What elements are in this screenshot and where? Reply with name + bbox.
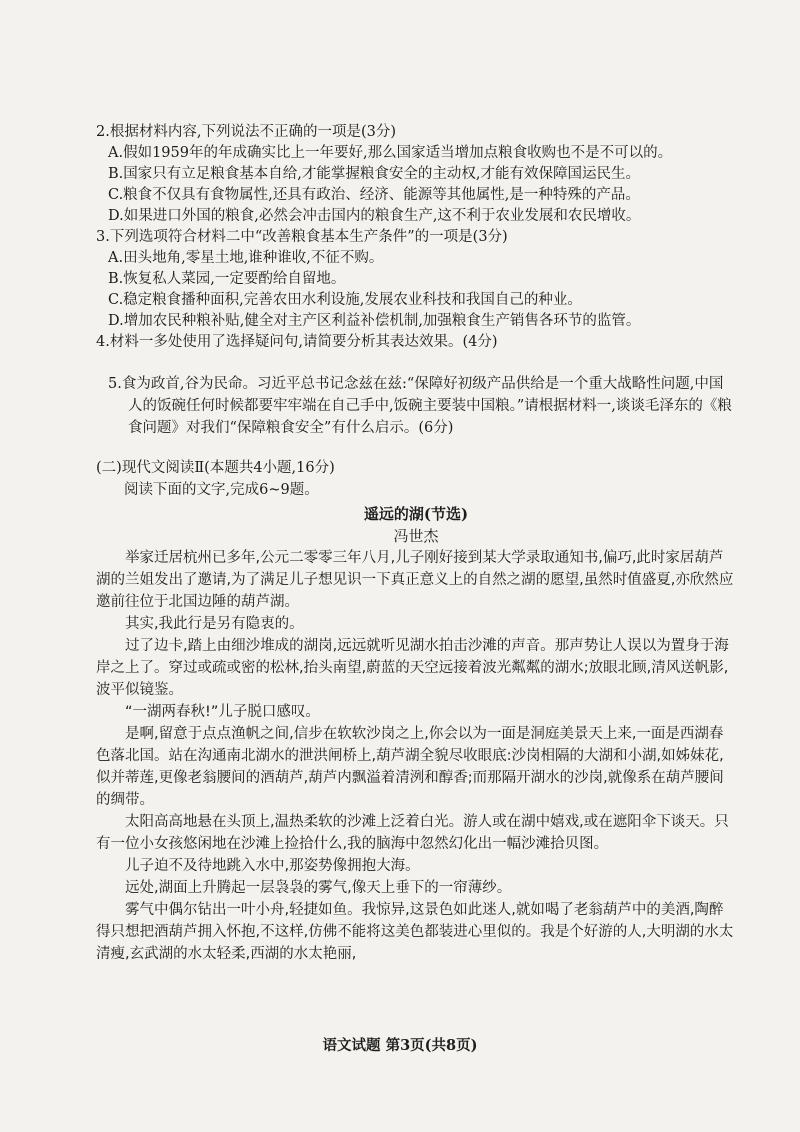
- article-paragraph: 是啊,留意于点点渔帆之间,信步在软软沙岗之上,你会以为一面是洞庭美景天上来,一面是西湖春色落北国。站在沟通南北湖水的泄洪闸桥上,葫芦湖全貌尽收眼底:沙岗相隔的大湖和小湖,如姊妹花,似并蒂莲,更像老翁腰间的酒葫芦,葫芦内飘溢着清洌和醇香;而那隔开湖水的沙岗,就像系在葫芦腰间的绸带。: [96, 726, 724, 808]
- question-3-option-b: B.恢复私人菜园,一定要酌给自留地。: [108, 271, 346, 287]
- question-3-option-a: A.田头地角,零星土地,谁种谁收,不征不购。: [108, 250, 384, 266]
- article-paragraph: 远处,湖面上升腾起一层袅袅的雾气,像天上垂下的一帘薄纱。: [125, 880, 512, 896]
- article-author: 冯世杰: [393, 527, 439, 545]
- article-paragraph: 其实,我此行是另有隐衷的。: [125, 616, 304, 632]
- question-4: 4.材料一多处使用了选择疑问句,请简要分析其表达效果。(4分): [96, 334, 498, 350]
- question-2-option-b: B.国家只有立足粮食基本自给,才能掌握粮食安全的主动权,才能有效保障国运民生。: [108, 166, 640, 182]
- section-header: (二)现代文阅读Ⅱ(本题共4小题,16分): [96, 460, 335, 476]
- question-2-option-a: A.假如1959年的年成确实比上一年要好,那么国家适当增加点粮食收购也不是不可以的。: [108, 145, 673, 161]
- page-content: [96, 122, 736, 965]
- article-body: [96, 547, 736, 965]
- question-3-option-c: C.稳定粮食播种面积,完善农田水利设施,发展农业科技和我国自己的种业。: [108, 292, 582, 308]
- question-2: [96, 122, 736, 227]
- section-instruction: 阅读下面的文字,完成6~9题。: [124, 482, 319, 498]
- article-paragraph: 过了边卡,踏上由细沙堆成的湖岗,远远就听见湖水拍击沙滩的声音。那声势让人误以为置身于海岸之上了。穿过或疏或密的松林,抬头南望,蔚蓝的天空远接着波光粼粼的湖水;放眼北顾,清风送帆影,波平似镜鉴。: [96, 638, 729, 698]
- article-title: 遥远的湖(节选): [363, 505, 469, 523]
- question-2-option-d: D.如果进口外国的粮食,必然会冲击国内的粮食生产,这不利于农业发展和农民增收。: [108, 208, 641, 224]
- article-paragraph: “一湖两春秋!”儿子脱口感叹。: [125, 704, 320, 720]
- question-2-stem: 2.根据材料内容,下列说法不正确的一项是(3分): [96, 124, 396, 140]
- article-paragraph: 太阳高高地悬在头顶上,温热柔软的沙滩上泛着白光。游人或在湖中嬉戏,或在遮阳伞下谈天。只有一位小女孩悠闲地在沙滩上捡拾什么,我的脑海中忽然幻化出一幅沙滩拾贝图。: [96, 814, 729, 852]
- question-3-option-d: D.增加农民种粮补贴,健全对主产区利益补偿机制,加强粮食生产销售各环节的监管。: [108, 313, 641, 329]
- question-3-stem: 3.下列选项符合材料二中“改善粮食基本生产条件”的一项是(3分): [96, 229, 508, 245]
- question-3: [96, 227, 736, 332]
- question-2-option-c: C.粮食不仅具有食物属性,还具有政治、经济、能源等其他属性,是一种特殊的产品。: [108, 187, 640, 203]
- article-paragraph: 雾气中偶尔钻出一叶小舟,轻捷如鱼。我惊异,这景色如此迷人,就如喝了老翁葫芦中的美酒,陶醉得只想把酒葫芦拥入怀抱,不这样,仿佛不能将这美色都装进心里似的。我是个好游的人,大明湖的水太清瘦,玄武湖的水太轻柔,西湖的水太艳丽,: [96, 902, 734, 962]
- question-5: 5.食为政首,谷为民命。习近平总书记念兹在兹:“保障好初级产品供给是一个重大战略性问题,中国人的饭碗任何时候都要牢牢端在自己手中,饭碗主要装中国粮。”请根据材料一,谈谈毛泽东的《粮食问题》对我们“保障粮食安全”有什么启示。(6分): [108, 376, 732, 436]
- article-paragraph: 举家迁居杭州已多年,公元二零零三年八月,儿子刚好接到某大学录取通知书,偏巧,此时家居葫芦湖的兰姐发出了邀请,为了满足儿子想见识一下真正意义上的自然之湖的愿望,虽然时值盛夏,亦欣然应邀前往位于北国边陲的葫芦湖。: [96, 550, 734, 610]
- article-paragraph: 儿子迫不及待地跳入水中,那姿势像拥抱大海。: [125, 858, 420, 874]
- page-footer: 语文试题 第3页(共8页): [322, 1037, 478, 1054]
